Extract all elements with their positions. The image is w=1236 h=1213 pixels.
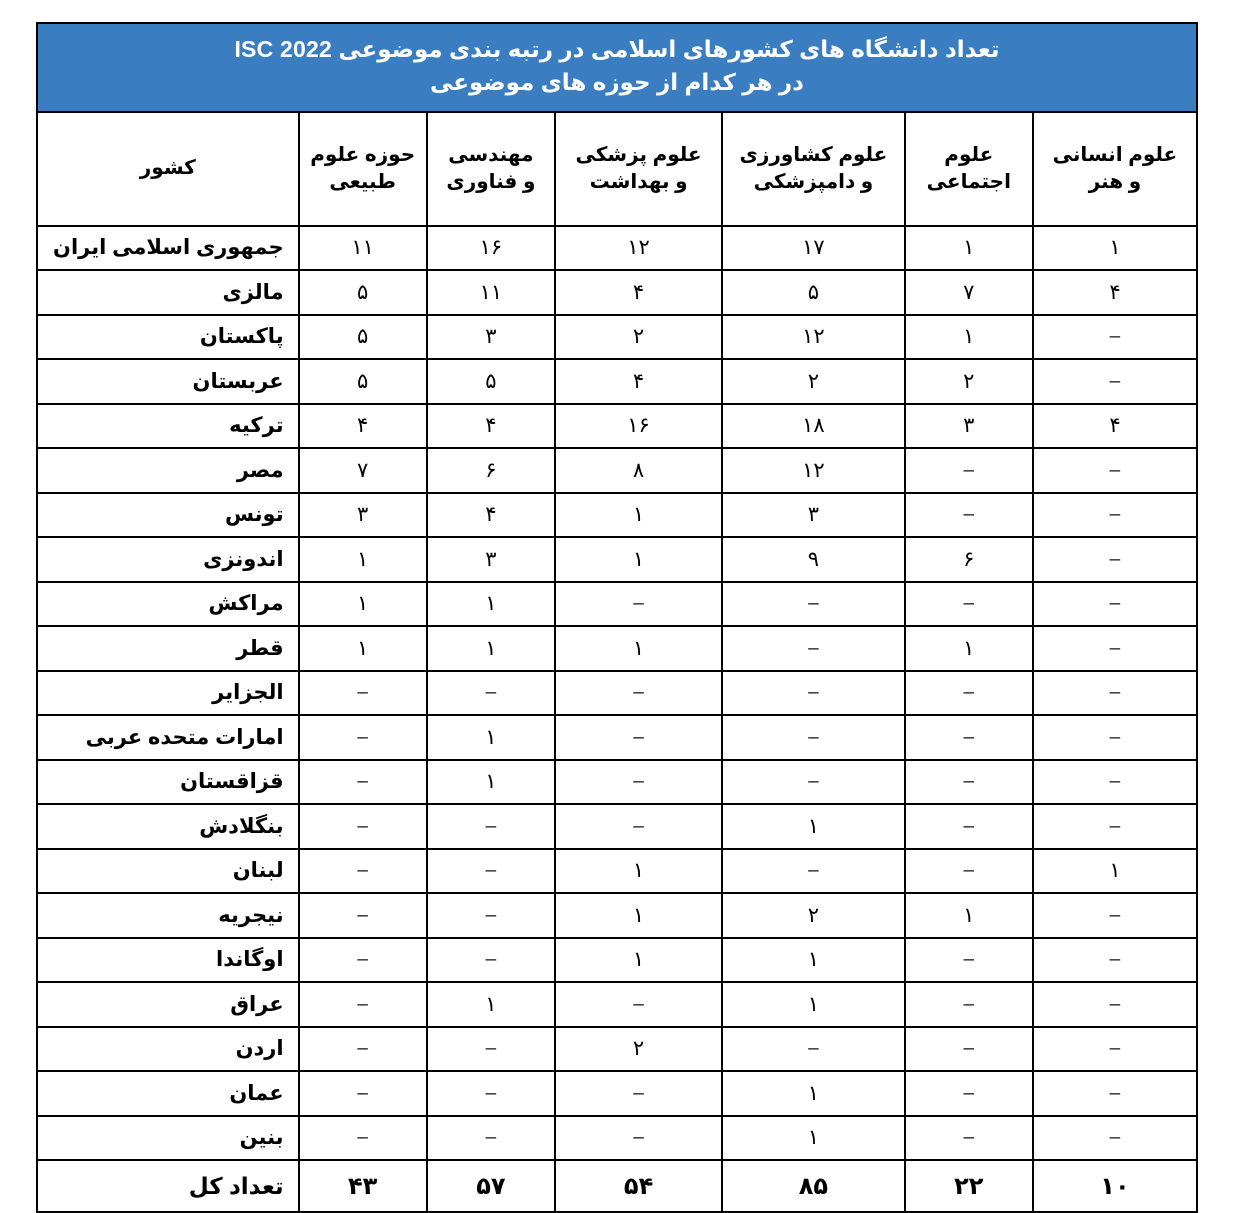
cell-engineering: ۱ — [427, 982, 555, 1027]
total-agriculture: ۸۵ — [722, 1160, 905, 1212]
table-row — [37, 760, 1197, 805]
cell-country: ترکیه — [37, 404, 299, 449]
cell-natural: – — [299, 760, 427, 805]
cell-natural: – — [299, 1027, 427, 1072]
column-header-engineering-line-1: مهندسی — [448, 144, 534, 167]
cell-medical: ۱ — [555, 938, 722, 983]
cell-humanities: – — [1033, 1027, 1197, 1072]
total-humanities: ۱۰ — [1033, 1160, 1197, 1212]
cell-humanities: – — [1033, 715, 1197, 760]
cell-engineering: ۶ — [427, 448, 555, 493]
cell-engineering: – — [427, 1116, 555, 1161]
cell-agriculture: ۱۸ — [722, 404, 905, 449]
cell-humanities: – — [1033, 1116, 1197, 1161]
cell-social: – — [905, 1116, 1033, 1161]
cell-medical: ۲ — [555, 1027, 722, 1072]
cell-agriculture: ۲ — [722, 893, 905, 938]
table-row — [37, 404, 1197, 449]
cell-engineering: ۵ — [427, 359, 555, 404]
cell-country: اردن — [37, 1027, 299, 1072]
cell-medical: ۱ — [555, 493, 722, 538]
cell-agriculture: – — [722, 582, 905, 627]
cell-social: ۱ — [905, 626, 1033, 671]
cell-humanities: – — [1033, 671, 1197, 716]
cell-agriculture: ۱ — [722, 938, 905, 983]
cell-engineering: – — [427, 938, 555, 983]
cell-natural: – — [299, 982, 427, 1027]
cell-social: ۷ — [905, 270, 1033, 315]
cell-natural: ۵ — [299, 270, 427, 315]
cell-country: مراکش — [37, 582, 299, 627]
column-header-medical-line-1: علوم پزشکی — [575, 144, 702, 167]
cell-humanities: – — [1033, 537, 1197, 582]
total-label: تعداد کل — [37, 1160, 299, 1212]
cell-agriculture: – — [722, 715, 905, 760]
cell-country: قزاقستان — [37, 760, 299, 805]
table-row — [37, 804, 1197, 849]
table-row — [37, 448, 1197, 493]
cell-medical: – — [555, 760, 722, 805]
table-row — [37, 626, 1197, 671]
cell-agriculture: – — [722, 671, 905, 716]
table-row — [37, 315, 1197, 360]
total-social: ۲۲ — [905, 1160, 1033, 1212]
cell-humanities: – — [1033, 493, 1197, 538]
cell-humanities: – — [1033, 359, 1197, 404]
cell-agriculture: – — [722, 626, 905, 671]
cell-medical: ۱ — [555, 537, 722, 582]
cell-agriculture: ۹ — [722, 537, 905, 582]
cell-agriculture: ۱ — [722, 1071, 905, 1116]
cell-social: – — [905, 448, 1033, 493]
cell-agriculture: ۱ — [722, 982, 905, 1027]
column-header-natural-sciences — [299, 112, 427, 226]
cell-engineering: ۱ — [427, 760, 555, 805]
cell-humanities: – — [1033, 938, 1197, 983]
cell-social: ۶ — [905, 537, 1033, 582]
table-header-row — [37, 112, 1197, 226]
cell-engineering: ۴ — [427, 493, 555, 538]
cell-natural: ۱ — [299, 582, 427, 627]
table-row — [37, 849, 1197, 894]
cell-engineering: ۱۱ — [427, 270, 555, 315]
cell-humanities: – — [1033, 982, 1197, 1027]
column-header-agriculture-line-1: علوم کشاورزی — [739, 144, 888, 167]
cell-agriculture: ۱ — [722, 1116, 905, 1161]
cell-social: – — [905, 804, 1033, 849]
column-header-humanities-line-1: علوم انسانی — [1052, 144, 1178, 167]
cell-natural: – — [299, 715, 427, 760]
cell-social: – — [905, 493, 1033, 538]
table-row — [37, 270, 1197, 315]
cell-country: بنگلادش — [37, 804, 299, 849]
table-title-line-1: تعداد دانشگاه های کشورهای اسلامی در رتبه بندی موضوعی ISC 2022 — [234, 36, 1000, 62]
cell-engineering: ۳ — [427, 315, 555, 360]
cell-country: پاکستان — [37, 315, 299, 360]
cell-medical: – — [555, 982, 722, 1027]
cell-humanities: ۱ — [1033, 226, 1197, 271]
cell-natural: – — [299, 1071, 427, 1116]
cell-medical: – — [555, 1071, 722, 1116]
cell-engineering: ۳ — [427, 537, 555, 582]
cell-agriculture: ۱۷ — [722, 226, 905, 271]
column-header-natural-line-2: طبیعی — [329, 170, 397, 193]
cell-social: – — [905, 715, 1033, 760]
column-header-humanities — [1033, 112, 1197, 226]
column-header-social-sciences — [905, 112, 1033, 226]
cell-natural: ۴ — [299, 404, 427, 449]
table-title-row — [37, 23, 1197, 112]
cell-agriculture: – — [722, 1027, 905, 1072]
cell-country: لبنان — [37, 849, 299, 894]
cell-natural: ۵ — [299, 315, 427, 360]
column-header-medical-line-2: و بهداشت — [589, 170, 688, 193]
table-body — [37, 226, 1197, 1161]
cell-medical: – — [555, 1116, 722, 1161]
cell-country: امارات متحده عربی — [37, 715, 299, 760]
cell-country: نیجریه — [37, 893, 299, 938]
cell-engineering: – — [427, 1027, 555, 1072]
cell-humanities: ۴ — [1033, 404, 1197, 449]
table-row — [37, 893, 1197, 938]
cell-natural: ۱ — [299, 537, 427, 582]
cell-medical: – — [555, 804, 722, 849]
cell-social: – — [905, 1071, 1033, 1116]
column-header-country: کشور — [37, 112, 299, 226]
cell-country: عمان — [37, 1071, 299, 1116]
cell-natural: ۷ — [299, 448, 427, 493]
column-header-humanities-line-2: و هنر — [1088, 170, 1142, 193]
cell-social: ۱ — [905, 893, 1033, 938]
cell-social: – — [905, 760, 1033, 805]
cell-natural: ۱۱ — [299, 226, 427, 271]
cell-humanities: – — [1033, 315, 1197, 360]
table-row — [37, 1116, 1197, 1161]
cell-medical: ۴ — [555, 359, 722, 404]
cell-humanities: – — [1033, 804, 1197, 849]
cell-natural: – — [299, 938, 427, 983]
cell-agriculture: ۲ — [722, 359, 905, 404]
cell-engineering: ۴ — [427, 404, 555, 449]
cell-social: ۱ — [905, 315, 1033, 360]
cell-medical: – — [555, 671, 722, 716]
table-row — [37, 359, 1197, 404]
total-natural: ۴۳ — [299, 1160, 427, 1212]
cell-natural: ۱ — [299, 626, 427, 671]
cell-social: – — [905, 982, 1033, 1027]
cell-country: اوگاندا — [37, 938, 299, 983]
cell-medical: ۱ — [555, 849, 722, 894]
cell-country: عراق — [37, 982, 299, 1027]
table-row — [37, 537, 1197, 582]
table-row — [37, 982, 1197, 1027]
cell-social: – — [905, 1027, 1033, 1072]
cell-medical: – — [555, 715, 722, 760]
isc-subject-ranking-table — [36, 22, 1198, 1213]
cell-agriculture: ۳ — [722, 493, 905, 538]
column-header-medical — [555, 112, 722, 226]
cell-social: – — [905, 938, 1033, 983]
cell-engineering: – — [427, 893, 555, 938]
cell-medical: ۸ — [555, 448, 722, 493]
column-header-social-line-1: علوم — [944, 144, 994, 167]
cell-natural: – — [299, 671, 427, 716]
cell-natural: ۵ — [299, 359, 427, 404]
cell-humanities: ۴ — [1033, 270, 1197, 315]
cell-social: ۲ — [905, 359, 1033, 404]
cell-engineering: – — [427, 1071, 555, 1116]
cell-country: قطر — [37, 626, 299, 671]
cell-engineering: ۱ — [427, 582, 555, 627]
cell-humanities: ۱ — [1033, 849, 1197, 894]
cell-natural: – — [299, 893, 427, 938]
cell-agriculture: – — [722, 760, 905, 805]
column-header-social-line-2: اجتماعی — [926, 170, 1011, 193]
table-title — [37, 23, 1197, 112]
cell-humanities: – — [1033, 1071, 1197, 1116]
table-title-line-2: در هر کدام از حوزه های موضوعی — [430, 69, 804, 96]
cell-country: جمهوری اسلامی ایران — [37, 226, 299, 271]
cell-country: تونس — [37, 493, 299, 538]
table-total-row — [37, 1160, 1197, 1212]
table-row — [37, 226, 1197, 271]
cell-agriculture: ۱۲ — [722, 448, 905, 493]
cell-social: ۳ — [905, 404, 1033, 449]
cell-social: – — [905, 582, 1033, 627]
cell-social: – — [905, 849, 1033, 894]
cell-humanities: – — [1033, 582, 1197, 627]
cell-engineering: – — [427, 671, 555, 716]
cell-social: ۱ — [905, 226, 1033, 271]
column-header-engineering — [427, 112, 555, 226]
cell-country: مالزی — [37, 270, 299, 315]
cell-country: الجزایر — [37, 671, 299, 716]
cell-country: مصر — [37, 448, 299, 493]
cell-medical: – — [555, 582, 722, 627]
cell-engineering: – — [427, 849, 555, 894]
cell-engineering: – — [427, 804, 555, 849]
total-engineering: ۵۷ — [427, 1160, 555, 1212]
column-header-natural-line-1: حوزه علوم — [310, 144, 416, 167]
cell-humanities: – — [1033, 893, 1197, 938]
table-row — [37, 493, 1197, 538]
table-row — [37, 715, 1197, 760]
cell-agriculture: ۱ — [722, 804, 905, 849]
cell-agriculture: ۵ — [722, 270, 905, 315]
cell-natural: – — [299, 849, 427, 894]
cell-medical: ۱ — [555, 893, 722, 938]
table-row — [37, 582, 1197, 627]
table-row — [37, 1027, 1197, 1072]
cell-engineering: ۱ — [427, 626, 555, 671]
cell-natural: – — [299, 804, 427, 849]
table-row — [37, 938, 1197, 983]
cell-engineering: ۱ — [427, 715, 555, 760]
table-row — [37, 671, 1197, 716]
cell-humanities: – — [1033, 760, 1197, 805]
cell-humanities: – — [1033, 448, 1197, 493]
cell-medical: ۱۲ — [555, 226, 722, 271]
cell-engineering: ۱۶ — [427, 226, 555, 271]
cell-natural: – — [299, 1116, 427, 1161]
column-header-engineering-line-2: و فناوری — [446, 170, 536, 193]
cell-country: بنین — [37, 1116, 299, 1161]
cell-agriculture: – — [722, 849, 905, 894]
column-header-agriculture — [722, 112, 905, 226]
cell-medical: ۱۶ — [555, 404, 722, 449]
cell-medical: ۲ — [555, 315, 722, 360]
total-medical: ۵۴ — [555, 1160, 722, 1212]
cell-medical: ۱ — [555, 626, 722, 671]
cell-country: عربستان — [37, 359, 299, 404]
cell-medical: ۴ — [555, 270, 722, 315]
cell-country: اندونزی — [37, 537, 299, 582]
cell-humanities: – — [1033, 626, 1197, 671]
cell-natural: ۳ — [299, 493, 427, 538]
cell-agriculture: ۱۲ — [722, 315, 905, 360]
table-row — [37, 1071, 1197, 1116]
column-header-agriculture-line-2: و دامپزشکی — [753, 170, 874, 193]
cell-social: – — [905, 671, 1033, 716]
